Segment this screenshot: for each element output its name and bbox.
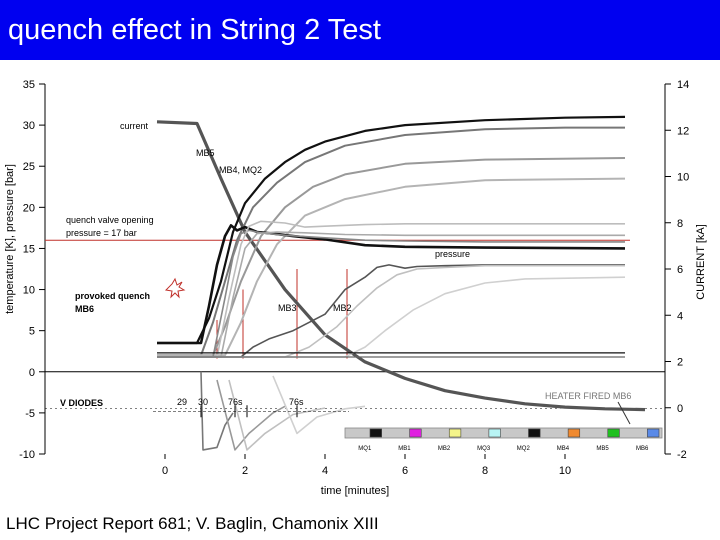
magnet-label: MB4 bbox=[556, 446, 570, 452]
y-right-tick-label: 14 bbox=[677, 79, 690, 91]
annotation-delay-76-a: 76s bbox=[228, 397, 243, 407]
provoked-quench-burst-icon bbox=[166, 279, 184, 297]
x-axis-label: time [minutes] bbox=[320, 485, 390, 497]
x-tick-label: 10 bbox=[558, 465, 572, 477]
annotation-pressure: pressure bbox=[435, 249, 471, 259]
magnet-segment bbox=[370, 429, 382, 437]
quench-chart bbox=[0, 62, 720, 502]
y-left-tick-label: 15 bbox=[22, 243, 35, 256]
magnet-segment bbox=[410, 429, 422, 437]
y-left-tick-label: 20 bbox=[22, 202, 35, 215]
x-tick-label: 4 bbox=[321, 465, 329, 477]
y-right-tick-label: 10 bbox=[677, 171, 690, 184]
annotation-valve-pressure: pressure = 17 bar bbox=[66, 228, 137, 238]
chart-container bbox=[0, 62, 720, 502]
y-left-tick-label: 25 bbox=[22, 161, 35, 174]
x-tick-label: 8 bbox=[481, 465, 489, 477]
y-right-axis-label: CURRENT [kA] bbox=[695, 224, 707, 300]
footer-citation: LHC Project Report 681; V. Baglin, Chamonix XIII bbox=[6, 514, 379, 533]
magnet-segment bbox=[608, 429, 620, 437]
magnet-label: MB6 bbox=[636, 446, 649, 452]
annotation-delay-29: 29 bbox=[177, 397, 188, 407]
annotation-mb4-mq2: MB4, MQ2 bbox=[219, 165, 263, 175]
heater-arrow-line bbox=[618, 402, 630, 424]
y-right-tick-label: -2 bbox=[677, 449, 687, 461]
magnet-segment bbox=[568, 429, 580, 437]
y-right-tick-label: 8 bbox=[677, 217, 684, 230]
magnet-label: MB2 bbox=[437, 446, 451, 452]
magnet-segment bbox=[449, 429, 461, 437]
annotation-provoked-quench: provoked quench bbox=[75, 291, 151, 301]
diode-series-line bbox=[273, 376, 365, 434]
annotation-mb2: MB2 bbox=[333, 303, 352, 313]
pressure-series-line bbox=[157, 230, 625, 357]
annotation-delay-30: 30 bbox=[198, 397, 209, 407]
y-right-tick-label: 4 bbox=[677, 310, 684, 323]
magnet-segment bbox=[647, 429, 659, 437]
x-tick-label: 0 bbox=[161, 465, 169, 477]
x-tick-label: 2 bbox=[241, 465, 249, 477]
annotation-v-diodes: V DIODES bbox=[60, 398, 104, 408]
y-left-tick-label: 30 bbox=[22, 120, 35, 133]
diode-series-line bbox=[201, 372, 233, 450]
diode-series-line bbox=[217, 380, 285, 450]
annotation-mb3: MB3 bbox=[278, 303, 297, 313]
y-right-tick-label: 2 bbox=[677, 356, 684, 369]
annotation-provoked-mb6: MB6 bbox=[75, 304, 95, 314]
y-left-tick-label: 0 bbox=[28, 366, 35, 379]
magnet-label: MB1 bbox=[398, 446, 411, 452]
y-right-tick-label: 6 bbox=[677, 264, 684, 276]
annotation-valve-opening: quench valve opening bbox=[66, 215, 154, 225]
y-left-tick-label: 10 bbox=[22, 284, 35, 297]
y-left-tick-label: 5 bbox=[28, 325, 35, 338]
annotation-mb5: MB5 bbox=[196, 148, 215, 158]
magnet-segment bbox=[489, 429, 501, 437]
annotation-delay-76-b: 76s bbox=[289, 397, 304, 407]
slide-title: quench effect in String 2 Test bbox=[8, 14, 381, 46]
title-bar bbox=[0, 0, 720, 60]
y-right-tick-label: 0 bbox=[677, 402, 684, 415]
y-left-tick-label: -5 bbox=[25, 407, 35, 420]
y-left-tick-label: 35 bbox=[22, 79, 35, 91]
annotation-heater-fired: HEATER FIRED MB6 bbox=[545, 391, 632, 401]
y-left-axis-label: temperature [K], pressure [bar] bbox=[4, 164, 16, 314]
y-right-tick-label: 12 bbox=[677, 125, 690, 138]
magnet-label: MQ1 bbox=[358, 446, 372, 452]
magnet-label: MQ3 bbox=[477, 446, 491, 452]
magnet-label: MB5 bbox=[596, 446, 609, 452]
pressure-series-line bbox=[157, 266, 625, 357]
y-left-tick-label: -10 bbox=[19, 449, 35, 461]
x-tick-label: 6 bbox=[401, 465, 409, 477]
pressure-series-line bbox=[157, 232, 625, 357]
magnet-segment bbox=[529, 429, 541, 437]
magnet-label: MQ2 bbox=[516, 446, 530, 452]
annotation-current: current bbox=[120, 121, 149, 131]
